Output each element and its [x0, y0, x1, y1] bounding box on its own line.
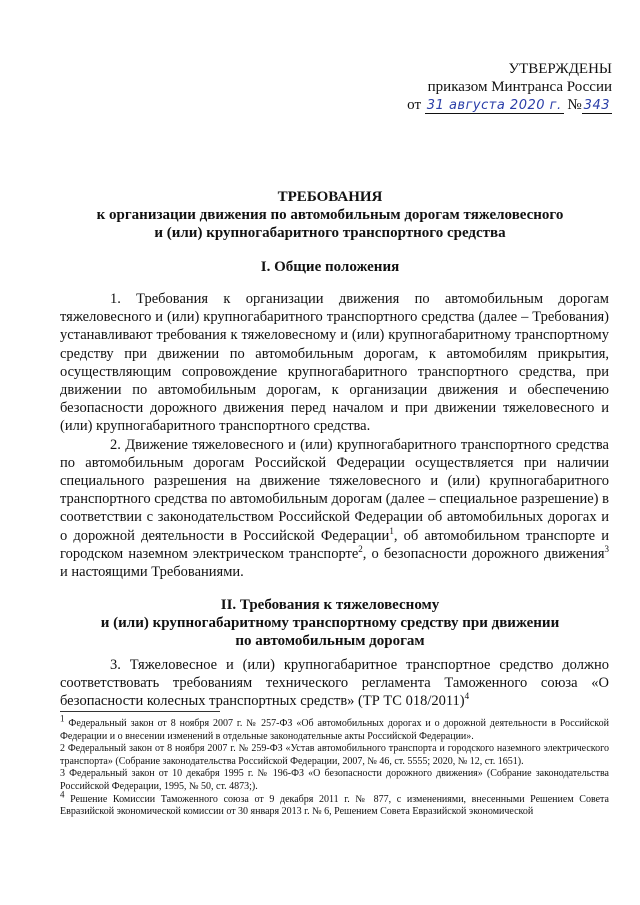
handwritten-date: 31 августа 2020 г.: [426, 98, 562, 113]
section-1-title: I. Общие положения: [260, 259, 400, 275]
section-2-title-line-1: II. Требования к тяжеловесному: [220, 597, 440, 613]
paragraph-2: [60, 436, 609, 582]
number-label: №: [567, 97, 582, 113]
paragraph-1: 1. Требования к организации движения по автомобильным дорогам тяжеловесного и (или) крупногабаритного транспортного средства (далее – Требования) устанавливают требования к тяжеловесному и (или) крупногабаритному транспортному средству при движении по автомобильным дорогам, к автомобилям прикрытия, осуществляющим сопровождение крупногабаритного транспортного средства, при движении по автомобильным дорогам, к организации движения и обеспечению безопасности дорожного движения перед началом и при движении тяжеловесного и (или) крупногабаритного транспортного средства.: [60, 291, 609, 435]
approval-stamp: [407, 60, 612, 115]
from-label: от: [407, 97, 422, 113]
title-line-2: к организации движения по автомобильным дорогам тяжеловесного: [96, 207, 564, 223]
footnote-ref-2: 2: [358, 544, 363, 555]
footnote-ref-3: 3: [604, 544, 609, 555]
section-1-body: [60, 290, 609, 581]
approval-date-line: [407, 96, 612, 115]
footnote-ref-1: 1: [389, 525, 394, 536]
section-2-title-line-3: по автомобильным дорогам: [235, 633, 425, 649]
section-1-heading: [60, 258, 600, 276]
footnote-ref-4: 4: [464, 691, 470, 702]
document-title: [60, 188, 600, 242]
footnote-2: 2 Федеральный закон от 8 ноября 2007 г. № 259-ФЗ «Устав автомобильного транспорта и городского наземного электрического транспорта» (Собрание законодательства Российской Федерации, 2007, № 46, ст. 5555; 2020, № 12, ст. 1651).: [60, 743, 609, 767]
paragraph-2-text-d: и настоящими Требованиями.: [60, 564, 244, 581]
footnote-4-text: Решение Комиссии Таможенного союза от 9 декабря 2011 г. № 877, с изменениями, внесенными Решением Совета Евразийской экономической комиссии от 30 января 2013 г. № 6, Решением Совета Евразийской экономической: [60, 793, 609, 818]
section-2-title-line-2: и (или) крупногабаритному транспортному средству при движении: [100, 615, 560, 631]
approval-order: приказом Минтранса России: [427, 79, 612, 95]
footnote-4-mark: 4: [60, 789, 65, 800]
footnote-1-mark: 1: [60, 713, 65, 724]
footnote-4: [60, 789, 609, 819]
title-line-1: ТРЕБОВАНИЯ: [277, 189, 383, 205]
handwritten-number: 343: [583, 98, 610, 113]
paragraph-2-text-b: , об автомобильном транспорте и городском наземном электрическом транспорте: [60, 527, 609, 562]
footnotes: [60, 711, 609, 819]
paragraph-2-text-c: , о безопасности дорожного движения: [362, 545, 605, 562]
section-2-heading: [60, 596, 600, 650]
paragraph-3-text: 3. Тяжеловесное и (или) крупногабаритное транспортное средство должно соответствовать требованиям технического регламента Таможенного союза «О безопасности колесных транспортных средств» (ТР ТС 018/2011): [60, 657, 609, 710]
section-2-body: [60, 656, 609, 711]
title-line-3: и (или) крупногабаритного транспортного средства: [154, 225, 506, 241]
footnote-1: [60, 713, 609, 743]
footnote-1-text: Федеральный закон от 8 ноября 2007 г. № 257-ФЗ «Об автомобильных дорогах и о дорожной деятельности в Российской Федерации и о внесении изменений в отдельные законодательные акты Российской Федерации».: [60, 718, 609, 742]
footnote-3: 3 Федеральный закон от 10 декабря 1995 г. № 196-ФЗ «О безопасности дорожного движения» (Собрание законодательства Российской Федерации, 1995, № 50, ст. 4873;).: [60, 768, 609, 792]
approval-heading: УТВЕРЖДЕНЫ: [508, 61, 612, 77]
paragraph-3: [60, 656, 609, 711]
paragraph-2-text-a: 2. Движение тяжеловесного и (или) крупногабаритного транспортного средства по автомобильным дорогам Российской Федерации осуществляется при наличии специального разрешения на движение тяжеловесного и (или) крупногабаритного транспортного средства по автомобильным дорогам (далее – специальное разрешение) в соответствии с законодательством Российской Федерации об автомобильных дорогах и о дорожной деятельности в Российской Федерации: [60, 436, 609, 544]
footnote-divider: [60, 711, 220, 712]
